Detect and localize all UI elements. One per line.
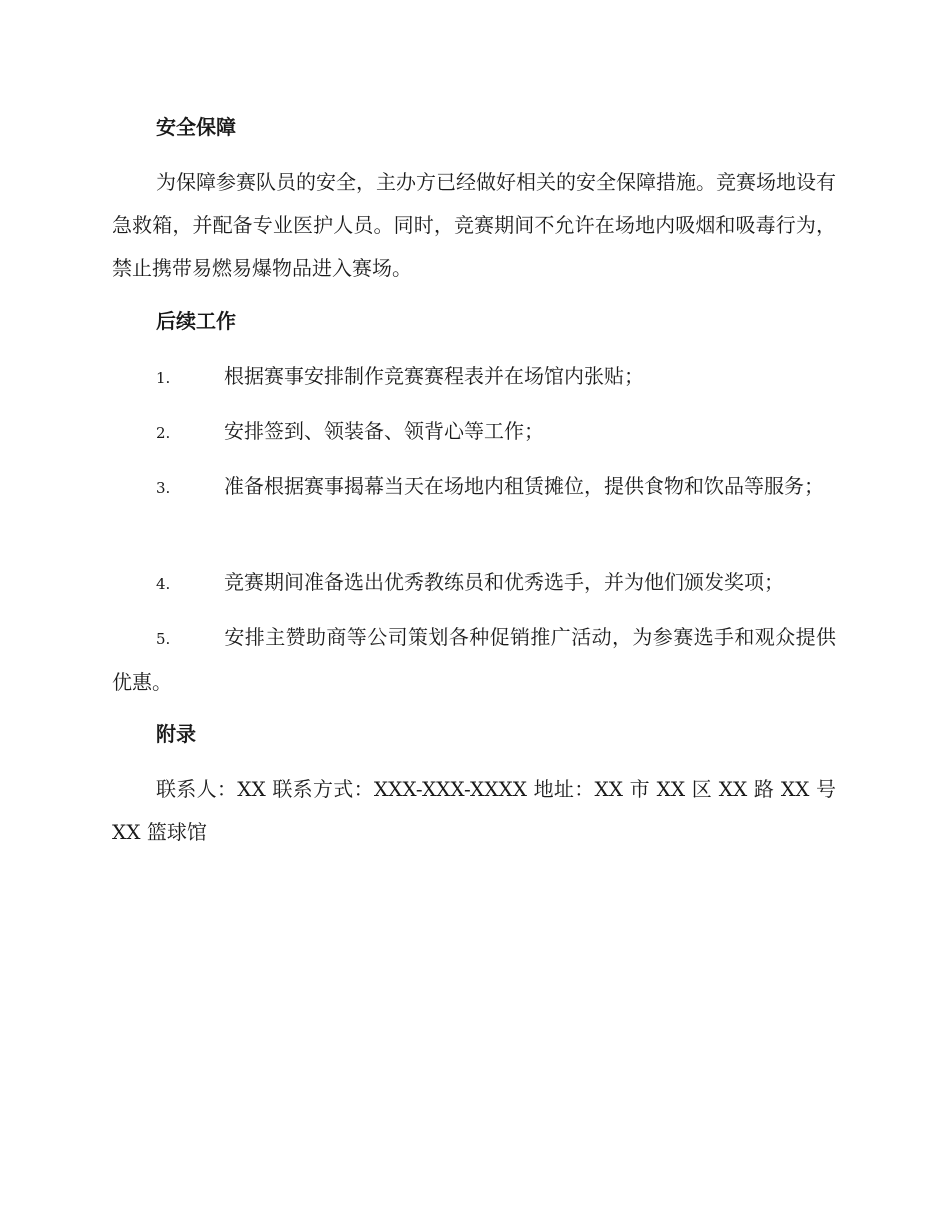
list-item-text: 竞赛期间准备选出优秀教练员和优秀选手，并为他们颁发奖项； (224, 570, 784, 594)
list-item-number: 4. (156, 575, 171, 593)
list-item-number: 5. (156, 630, 171, 648)
section-title-appendix: 附录 (156, 722, 196, 746)
list-item-text: 安排签到、领装备、领背心等工作； (224, 419, 544, 443)
section-body-safety: 为保障参赛队员的安全，主办方已经做好相关的安全保障措施。竞赛场地设有急救箱，并配备专业医护人员。同时，竞赛期间不允许在场地内吸烟和吸毒行为，禁止携带易燃易爆物品进入赛场。 (112, 170, 836, 280)
list-item (112, 561, 836, 606)
list-item (112, 465, 836, 510)
list-item-text: 准备根据赛事揭幕当天在场地内租赁摊位，提供食物和饮品等服务； (224, 474, 824, 498)
list-item-text: 根据赛事安排制作竞赛赛程表并在场馆内张贴； (224, 364, 644, 388)
list-item (112, 410, 836, 455)
list-item (112, 355, 836, 400)
list-item-number: 2. (156, 424, 171, 442)
list-item-text: 安排主赞助商等公司策划各种促销推广活动，为参赛选手和观众提供优惠。 (112, 625, 836, 694)
section-title-followup: 后续工作 (156, 309, 236, 333)
section-body-appendix: 联系人：XX 联系方式：XXX-XXX-XXXX 地址：XX 市 XX 区 XX 路 XX 号 XX 篮球馆 (112, 777, 836, 844)
list-item-number: 3. (156, 479, 171, 497)
list-item (112, 616, 836, 704)
section-title-safety: 安全保障 (156, 115, 236, 139)
list-item-number: 1. (156, 369, 171, 387)
